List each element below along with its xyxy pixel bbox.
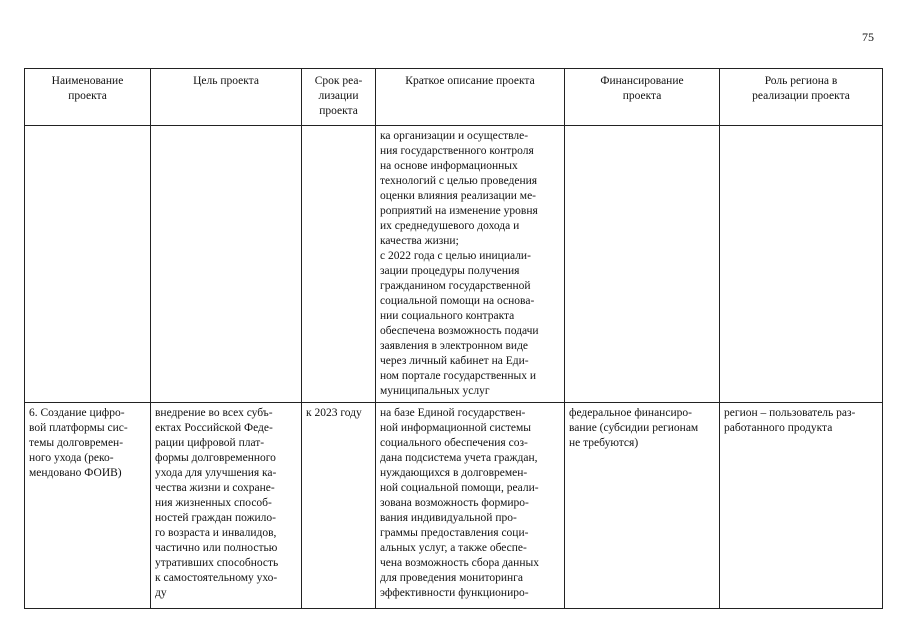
header-region-role: Роль региона в реализации проекта	[720, 69, 883, 126]
cell-project-financing: федеральное финансиро- вание (субсидии регионам не требуются)	[565, 403, 720, 609]
header-project-goal: Цель проекта	[151, 69, 302, 126]
table-row	[25, 126, 883, 403]
cell-region-role	[720, 126, 883, 403]
header-project-term: Срок реа- лизации проекта	[302, 69, 376, 126]
cell-project-financing	[565, 126, 720, 403]
cell-project-name: 6. Создание цифро- вой платформы сис- темы долговремен- ного ухода (реко- мендовано ФОИВ)	[25, 403, 151, 609]
cell-project-term	[302, 126, 376, 403]
header-project-description: Краткое описание проекта	[376, 69, 565, 126]
cell-project-goal	[151, 126, 302, 403]
header-project-financing: Финансирование проекта	[565, 69, 720, 126]
cell-project-description: ка организации и осуществле- ния государственного контроля на основе информационных технологий с целью проведения оценки влияния реализации ме- роприятий на изменение уровня их среднедушевого дохода и качества жизни; с 2022 года с целью инициали- зации процедуры получения гражданином государственной социальной помощи на основа- нии социального контракта обеспечена возможность подачи заявления в электронном виде через личный кабинет на Еди- ном портале государственных и муниципальных услуг	[376, 126, 565, 403]
cell-region-role: регион – пользователь раз- работанного продукта	[720, 403, 883, 609]
cell-project-goal: внедрение во всех субъ- ектах Российской Феде- рации цифровой плат- формы долговременного ухода для улучшения ка- чества жизни и сохране- ния жизненных способ- ностей граждан пожило- го возраста и инвалидов, частично или полностью утративших способность к самостоятельному ухо- ду	[151, 403, 302, 609]
cell-project-term: к 2023 году	[302, 403, 376, 609]
header-project-name: Наименование проекта	[25, 69, 151, 126]
projects-table	[24, 68, 883, 609]
cell-project-description: на базе Единой государствен- ной информационной системы социального обеспечения соз- дана подсистема учета граждан, нуждающихся в долговремен- ной социальной помощи, реали- зована возможность формиро- вания индивидуальной про- граммы предоставления соци- альных услуг, а также обеспе- чена возможность сбора данных для проведения мониторинга эффективности функциониро-	[376, 403, 565, 609]
cell-project-name	[25, 126, 151, 403]
table-row	[25, 403, 883, 609]
page-number: 75	[862, 30, 874, 44]
table-header-row	[25, 69, 883, 126]
